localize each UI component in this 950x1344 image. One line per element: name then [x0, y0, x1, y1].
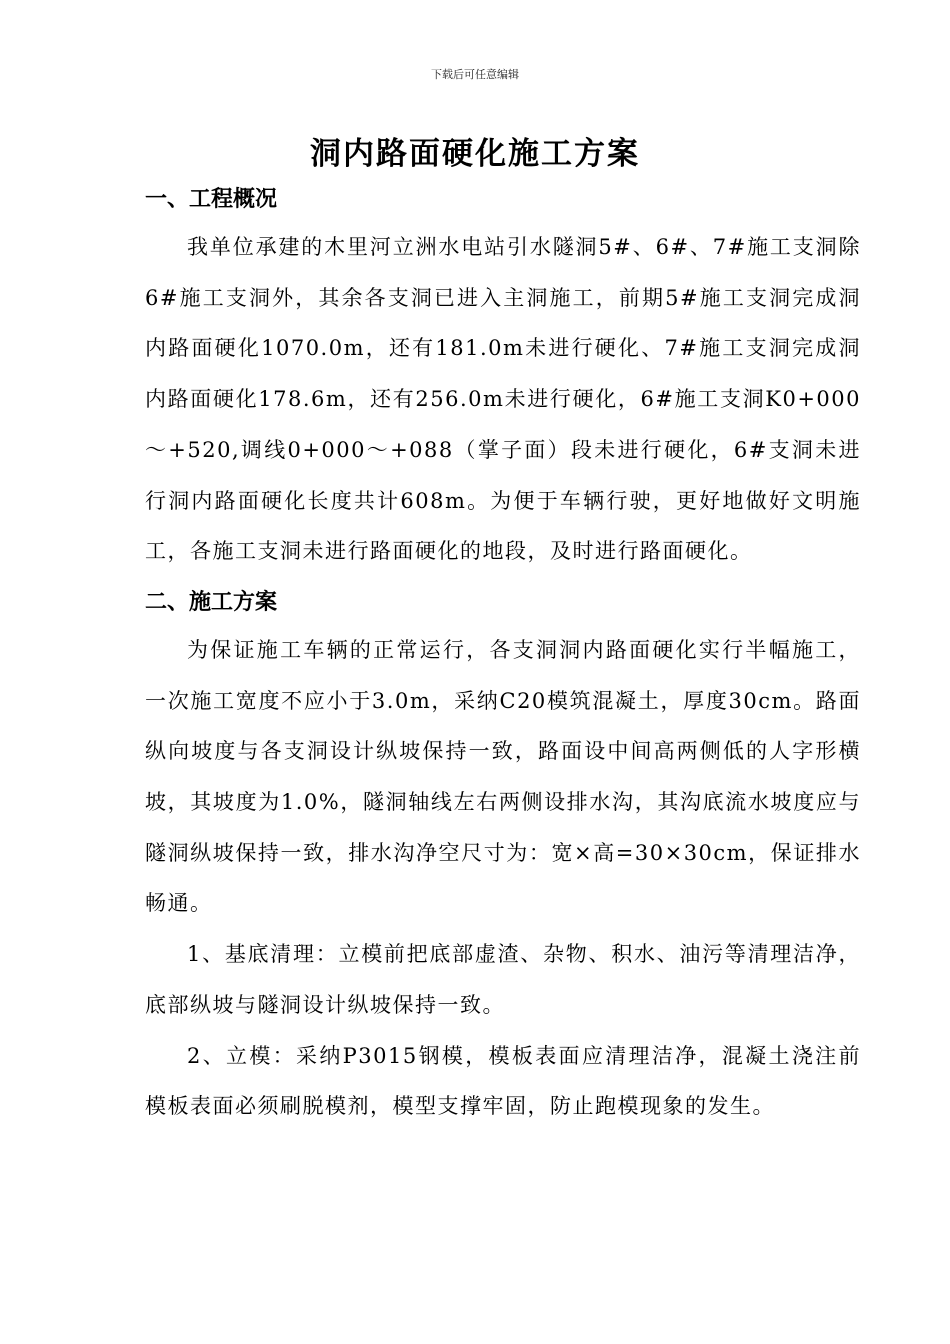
document-body — [145, 180, 861, 1132]
header-note: 下载后可任意编辑 — [431, 68, 519, 81]
paragraph-plan-step-2: 2、立模：采纳P3015钢模，模板表面应清理洁净，混凝土浇注前模板表面必须刷脱模剂，模型支撑牢固，防止跑模现象的发生。 — [145, 1043, 861, 1119]
paragraph-plan-step-1: 1、基底清理：立模前把底部虚渣、杂物、积水、油污等清理洁净，底部纵坡与隧洞设计纵坡保持一致。 — [145, 942, 861, 1017]
paragraph-plan-intro: 为保证施工车辆的正常运行，各支洞洞内路面硬化实行半幅施工，一次施工宽度不应小于3.0m，采纳C20模筑混凝土，厚度30cm。路面纵向坡度与各支洞设计纵坡保持一致，路面设中间高两侧低的人字形横坡，其坡度为1.0%，隧洞轴线左右两侧设排水沟，其沟底流水坡度应与隧洞纵坡保持一致，排水沟净空尺寸为：宽×高=30×30cm，保证排水畅通。 — [145, 637, 861, 916]
paragraph-overview: 我单位承建的木里河立洲水电站引水隧洞5#、6#、7#施工支洞除6#施工支洞外，其余各支洞已进入主洞施工，前期5#施工支洞完成洞内路面硬化1070.0m，还有181.0m未进行硬化、7#施工支洞完成洞内路面硬化178.6m，还有256.0m未进行硬化，6#施工支洞K0+000～+520,调线0+000～+088（掌子面）段未进行硬化，6#支洞未进行洞内路面硬化长度共计608m。为便于车辆行驶，更好地做好文明施工，各施工支洞未进行路面硬化的地段，及时进行路面硬化。 — [145, 235, 861, 564]
document-title: 洞内路面硬化施工方案 — [310, 136, 640, 172]
section-heading-overview: 一、工程概况 — [145, 186, 278, 212]
section-heading-plan: 二、施工方案 — [145, 588, 278, 615]
